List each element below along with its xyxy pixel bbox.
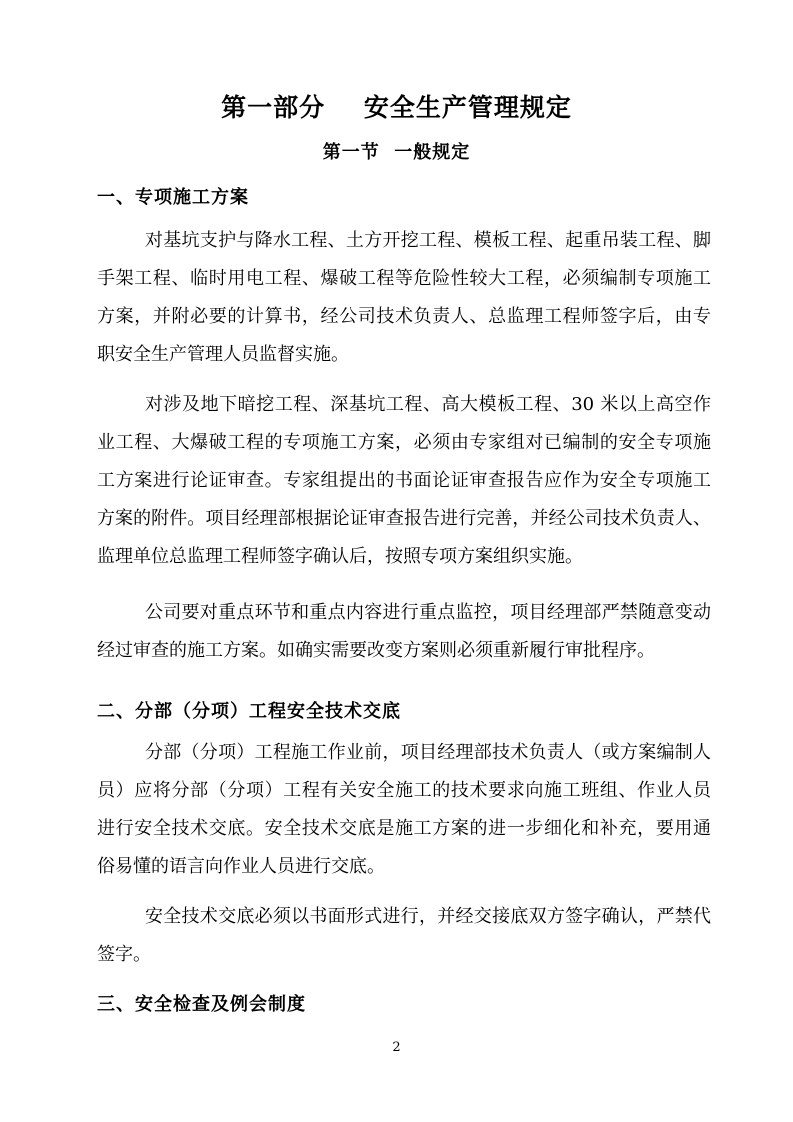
section1-paragraph-3: [97, 594, 711, 670]
section1-paragraph-1: [97, 222, 711, 374]
paragraph-line: 方案的附件。项目经理部根据论证审查报告进行完善，并经公司技术负责人、: [97, 508, 711, 529]
paragraph-line: 方案，并附必要的计算书，经公司技术负责人、总监理工程师签字后，由专: [97, 306, 711, 327]
section-subtitle: 第一节 一般规定: [322, 142, 471, 163]
document-title: 第一部分 安全生产管理规定: [221, 93, 572, 122]
paragraph-line: 职安全生产管理人员监督实施。: [97, 344, 349, 365]
section2-paragraph-2: [97, 898, 711, 974]
paragraph-line: 对涉及地下暗挖工程、深基坑工程、高大模板工程、30 米以上高空作: [145, 394, 711, 415]
paragraph-line: 业工程、大爆破工程的专项施工方案，必须由专家组对已编制的安全专项施: [97, 432, 711, 453]
section3-heading: 三、安全检查及例会制度: [97, 994, 306, 1015]
paragraph-line: 工方案进行论证审查。专家组提出的书面论证审查报告应作为安全专项施工: [97, 470, 711, 491]
paragraph-line: 安全技术交底必须以书面形式进行，并经交接底双方签字确认，严禁代: [145, 906, 711, 927]
paragraph-line: 俗易懂的语言向作业人员进行交底。: [97, 856, 385, 877]
paragraph-line: 公司要对重点环节和重点内容进行重点监控，项目经理部严禁随意变动: [145, 602, 711, 623]
paragraph-line: 对基坑支护与降水工程、土方开挖工程、模板工程、起重吊装工程、脚: [145, 230, 711, 251]
section2-paragraph-1: [97, 734, 711, 886]
section2-heading: 二、分部（分项）工程安全技术交底: [97, 701, 401, 722]
section1-heading: 一、专项施工方案: [97, 187, 249, 208]
paragraph-line: 手架工程、临时用电工程、爆破工程等危险性较大工程，必须编制专项施工: [97, 268, 711, 289]
paragraph-line: 监理单位总监理工程师签字确认后，按照专项方案组织实施。: [97, 546, 583, 567]
page-number: 2: [392, 1040, 401, 1055]
section1-paragraph-2: [97, 386, 711, 576]
paragraph-line: 员）应将分部（分项）工程有关安全施工的技术要求向施工班组、作业人员: [97, 780, 711, 801]
paragraph-line: 进行安全技术交底。安全技术交底是施工方案的进一步细化和补充，要用通: [97, 818, 711, 839]
paragraph-line: 签字。: [97, 944, 151, 965]
paragraph-line: 分部（分项）工程施工作业前，项目经理部技术负责人（或方案编制人: [145, 742, 711, 763]
paragraph-line: 经过审查的施工方案。如确实需要改变方案则必须重新履行审批程序。: [97, 640, 655, 661]
